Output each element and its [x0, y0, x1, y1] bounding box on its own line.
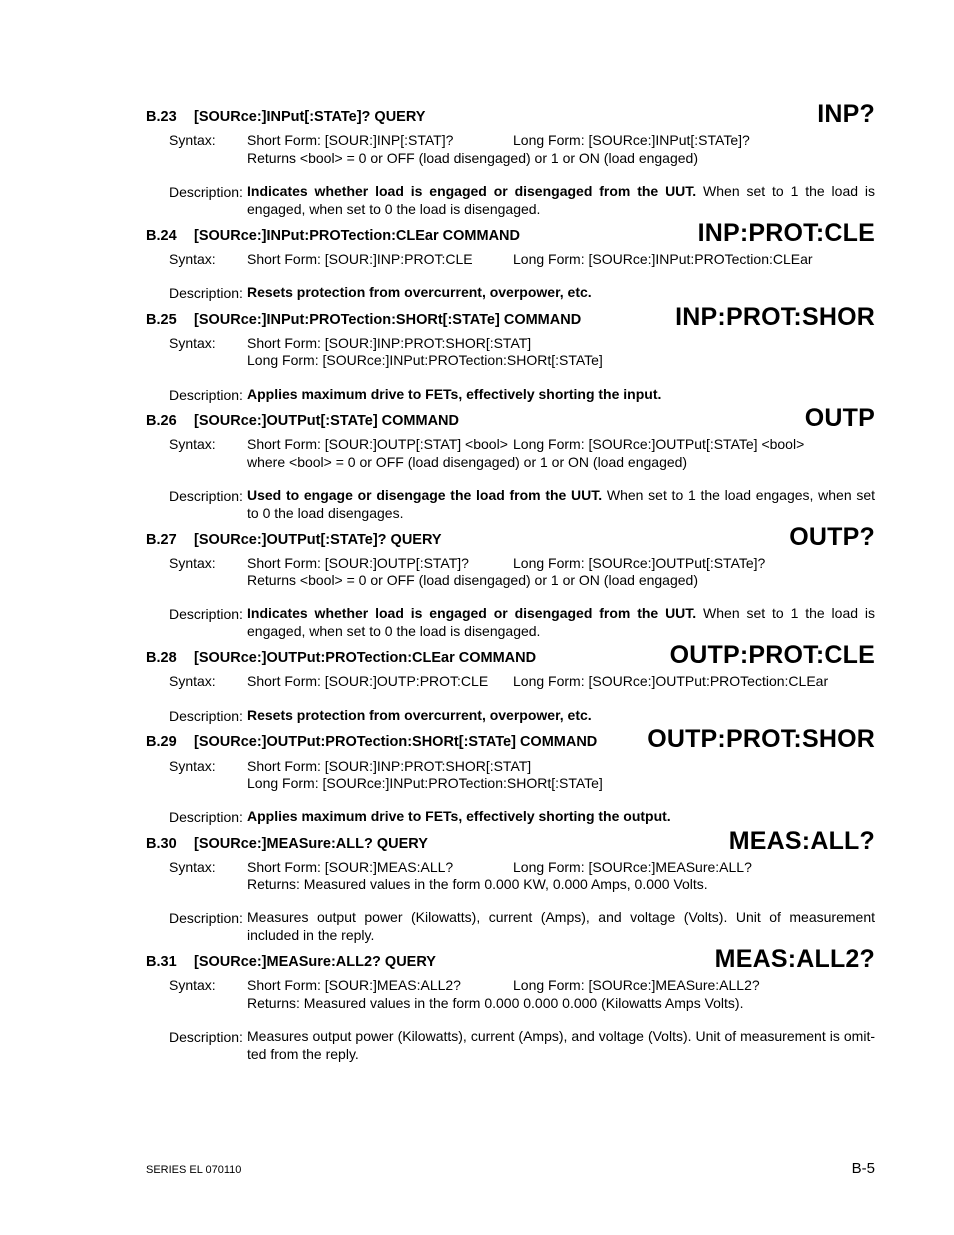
description-text: Used to engage or disengage the load from the UUT. When set to 1 the load engages, when set to 0 the load disengages. — [247, 487, 875, 521]
section-title: B.27 [SOURce:]OUTPut[:STATe]? QUERY — [146, 532, 442, 548]
syntax-label: Syntax: — [169, 335, 216, 351]
description-label: Description: — [169, 1029, 243, 1045]
short-form: Short Form: [SOUR:]OUTP[:STAT] <bool> — [247, 436, 508, 452]
short-form: Short Form: [SOUR:]INP:PROT:SHOR[:STAT] — [247, 335, 532, 351]
long-form: Long Form: [SOURce:]OUTPut[:STATe] <bool> — [513, 436, 805, 452]
syntax-label: Syntax: — [169, 251, 216, 267]
syntax-label: Syntax: — [169, 673, 216, 689]
long-form: Long Form: [SOURce:]INPut[:STATe]? — [513, 132, 750, 148]
description-label: Description: — [169, 488, 243, 504]
command-mnemonic: MEAS:ALL2? — [714, 945, 875, 973]
footer-series: SERIES EL 070110 — [146, 1164, 242, 1176]
command-mnemonic: INP:PROT:SHOR — [675, 303, 875, 331]
section-title: B.30 [SOURce:]MEASure:ALL? QUERY — [146, 836, 428, 852]
returns-text: Returns <bool> = 0 or OFF (load disengaged) or 1 or ON (load engaged) — [247, 150, 698, 166]
short-form: Short Form: [SOUR:]INP:PROT:SHOR[:STAT] — [247, 758, 532, 774]
description-text: Indicates whether load is engaged or disengaged from the UUT. When set to 1 the load is engaged, when set to 0 the load is disengaged. — [247, 183, 875, 217]
syntax-label: Syntax: — [169, 555, 216, 571]
short-form: Short Form: [SOUR:]OUTP[:STAT]? — [247, 555, 469, 571]
description-label: Description: — [169, 708, 243, 724]
description-text: Measures output power (Kilowatts), current (Amps), and voltage (Volts). Unit of measurement included in the reply. — [247, 909, 875, 943]
section-title: B.24 [SOURce:]INPut:PROTection:CLEar COMMAND — [146, 228, 520, 244]
description-label: Description: — [169, 184, 243, 200]
returns-text: Returns: Measured values in the form 0.000 KW, 0.000 Amps, 0.000 Volts. — [247, 876, 708, 892]
syntax-label: Syntax: — [169, 977, 216, 993]
command-mnemonic: INP? — [817, 100, 875, 128]
section-title: B.23 [SOURce:]INPut[:STATe]? QUERY — [146, 109, 426, 125]
syntax-label: Syntax: — [169, 132, 216, 148]
command-mnemonic: INP:PROT:CLE — [697, 219, 875, 247]
command-mnemonic: OUTP:PROT:CLE — [669, 641, 875, 669]
description-label: Description: — [169, 285, 243, 301]
long-form: Long Form: [SOURce:]INPut:PROTection:SHORt[:STATe] — [247, 775, 603, 791]
description-text: Resets protection from overcurrent, overpower, etc. — [247, 707, 592, 723]
description-label: Description: — [169, 606, 243, 622]
long-form: Long Form: [SOURce:]MEASure:ALL2? — [513, 977, 760, 993]
syntax-label: Syntax: — [169, 758, 216, 774]
section-title: B.26 [SOURce:]OUTPut[:STATe] COMMAND — [146, 413, 460, 429]
description-text: Indicates whether load is engaged or disengaged from the UUT. When set to 1 the load is engaged, when set to 0 the load is disengaged. — [247, 605, 875, 639]
long-form: Long Form: [SOURce:]INPut:PROTection:SHORt[:STATe] — [247, 352, 603, 368]
description-text: Resets protection from overcurrent, overpower, etc. — [247, 284, 592, 300]
section-title: B.28 [SOURce:]OUTPut:PROTection:CLEar COMMAND — [146, 650, 537, 666]
syntax-label: Syntax: — [169, 859, 216, 875]
description-label: Description: — [169, 809, 243, 825]
section-title: B.29 [SOURce:]OUTPut:PROTection:SHORt[:STATe] COMMAND — [146, 734, 598, 750]
description-label: Description: — [169, 387, 243, 403]
returns-text: Returns <bool> = 0 or OFF (load disengaged) or 1 or ON (load engaged) — [247, 572, 698, 588]
returns-text: Returns: Measured values in the form 0.000 0.000 0.000 (Kilowatts Amps Volts). — [247, 995, 744, 1011]
command-mnemonic: OUTP:PROT:SHOR — [647, 725, 875, 753]
command-mnemonic: OUTP? — [789, 523, 875, 551]
page-number: B-5 — [851, 1160, 875, 1177]
description-text: Applies maximum drive to FETs, effectively shorting the input. — [247, 386, 662, 402]
long-form: Long Form: [SOURce:]OUTPut:PROTection:CLEar — [513, 673, 829, 689]
description-label: Description: — [169, 910, 243, 926]
short-form: Short Form: [SOUR:]OUTP:PROT:CLE — [247, 673, 489, 689]
description-text: Measures output power (Kilowatts), current (Amps), and voltage (Volts). Unit of measurement is omit-ted from the reply. — [247, 1028, 875, 1062]
section-title: B.31 [SOURce:]MEASure:ALL2? QUERY — [146, 954, 436, 970]
command-mnemonic: OUTP — [804, 404, 875, 432]
short-form: Short Form: [SOUR:]MEAS:ALL? — [247, 859, 454, 875]
command-mnemonic: MEAS:ALL? — [728, 827, 875, 855]
long-form: Long Form: [SOURce:]OUTPut[:STATe]? — [513, 555, 766, 571]
short-form: Short Form: [SOUR:]INP:PROT:CLE — [247, 251, 473, 267]
short-form: Short Form: [SOUR:]INP[:STAT]? — [247, 132, 454, 148]
syntax-label: Syntax: — [169, 436, 216, 452]
long-form: Long Form: [SOURce:]INPut:PROTection:CLEar — [513, 251, 813, 267]
section-title: B.25 [SOURce:]INPut:PROTection:SHORt[:STATe] COMMAND — [146, 312, 582, 328]
where-text: where <bool> = 0 or OFF (load disengaged) or 1 or ON (load engaged) — [247, 454, 688, 470]
long-form: Long Form: [SOURce:]MEASure:ALL? — [513, 859, 752, 875]
description-text: Applies maximum drive to FETs, effectively shorting the output. — [247, 808, 671, 824]
short-form: Short Form: [SOUR:]MEAS:ALL2? — [247, 977, 461, 993]
